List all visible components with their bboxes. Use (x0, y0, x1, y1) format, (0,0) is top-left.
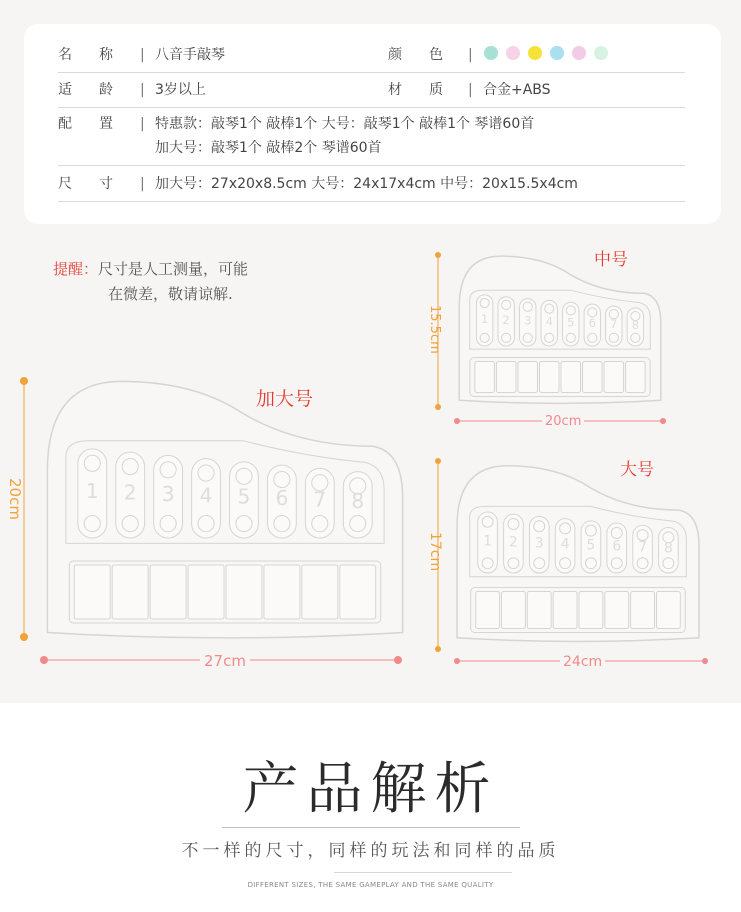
piano-xl-title: 加大号 (256, 388, 314, 410)
spec-row-name-color (58, 37, 685, 73)
svg-text:6: 6 (588, 316, 596, 331)
svg-text:3: 3 (161, 481, 175, 506)
svg-text:4: 4 (199, 483, 213, 508)
spec-value-material: 合金+ABS (483, 82, 551, 98)
section-english-subtitle: DIFFERENT SIZES, THE SAME GAMEPLAY AND THE SAME QUALITY (247, 881, 494, 889)
svg-text:1: 1 (483, 533, 492, 550)
separator: | (468, 82, 473, 98)
spec-label-config-2: 置 (99, 116, 113, 132)
svg-text:6: 6 (612, 538, 622, 555)
svg-text:3: 3 (524, 313, 532, 328)
separator: | (140, 82, 145, 98)
section-title: 产品解析 (242, 757, 499, 822)
svg-text:7: 7 (610, 317, 618, 332)
reminder-line-2: 在微差，敬请谅解. (108, 285, 233, 303)
spec-label-material-2: 质 (429, 82, 443, 98)
spec-label-color-1: 颜 (388, 47, 402, 63)
spec-label-color-2: 色 (429, 47, 443, 63)
spec-card (24, 24, 721, 224)
color-swatch (550, 46, 564, 60)
color-swatches (484, 46, 608, 60)
piano-large-width-label: 24cm (560, 654, 605, 670)
separator: | (140, 47, 145, 63)
piano-medium-height-label: 15.5cm (427, 305, 442, 354)
color-swatch (528, 46, 542, 60)
svg-text:7: 7 (313, 487, 327, 512)
reminder-line-1: 尺寸是人工测量，可能 (98, 260, 249, 278)
svg-text:2: 2 (123, 480, 137, 505)
spec-value-size: 加大号：27x20x8.5cm 大号：24x17x4cm 中号：20x15.5x4cm (155, 176, 578, 192)
svg-text:4: 4 (545, 314, 553, 329)
svg-text:1: 1 (85, 478, 99, 503)
spec-row-size (58, 166, 685, 202)
spec-value-config-2: 加大号：敲琴1个 敲棒2个 琴谱60首 (155, 140, 382, 156)
color-swatch (484, 46, 498, 60)
spec-value-name: 八音手敲琴 (155, 47, 225, 63)
svg-text:8: 8 (664, 540, 673, 557)
svg-text:2: 2 (509, 534, 518, 551)
reminder-label: 提醒： (53, 260, 99, 278)
color-swatch (572, 46, 586, 60)
section-subtitle: 不一样的尺寸，同样的玩法和同样的品质 (181, 841, 560, 861)
piano-xl-width-label: 27cm (200, 652, 250, 670)
divider (222, 827, 520, 828)
piano-medium-width-label: 20cm (542, 414, 584, 429)
svg-text:6: 6 (275, 486, 289, 511)
spec-value-config-1: 特惠款：敲琴1个 敲棒1个 大号：敲琴1个 敲棒1个 琴谱60首 (155, 116, 535, 132)
separator: | (140, 176, 145, 192)
svg-text:5: 5 (586, 537, 596, 554)
spec-label-name-1: 名 (58, 47, 72, 63)
piano-large-height-label: 17cm (427, 532, 443, 572)
measurement-reminder (53, 257, 248, 307)
separator: | (468, 47, 473, 63)
color-swatch (594, 46, 608, 60)
piano-large-illustration (452, 462, 704, 647)
spec-label-size-1: 尺 (58, 176, 72, 192)
piano-xl-height-label: 20cm (6, 478, 24, 520)
spec-label-age-1: 适 (58, 82, 72, 98)
spec-label-name-2: 称 (99, 47, 113, 63)
separator: | (140, 116, 145, 132)
svg-text:5: 5 (237, 484, 251, 509)
spec-label-material-1: 材 (388, 82, 402, 98)
spec-label-age-2: 龄 (99, 82, 113, 98)
spec-row-age-material (58, 73, 685, 108)
spec-label-size-2: 寸 (99, 176, 113, 192)
svg-text:1: 1 (481, 311, 489, 326)
divider (334, 872, 512, 873)
svg-text:8: 8 (351, 489, 365, 514)
piano-medium-title: 中号 (594, 250, 628, 270)
piano-xl-illustration (40, 376, 410, 646)
spec-row-config (58, 108, 685, 166)
svg-text:5: 5 (567, 315, 575, 330)
color-swatch (506, 46, 520, 60)
piano-large-title: 大号 (620, 460, 654, 480)
piano-medium-illustration (455, 253, 665, 408)
svg-text:3: 3 (534, 535, 544, 552)
svg-text:2: 2 (502, 312, 510, 327)
spec-value-age: 3岁以上 (155, 82, 206, 98)
svg-text:7: 7 (638, 539, 647, 556)
spec-label-config-1: 配 (58, 116, 72, 132)
svg-text:8: 8 (631, 317, 639, 332)
svg-text:4: 4 (560, 536, 570, 553)
